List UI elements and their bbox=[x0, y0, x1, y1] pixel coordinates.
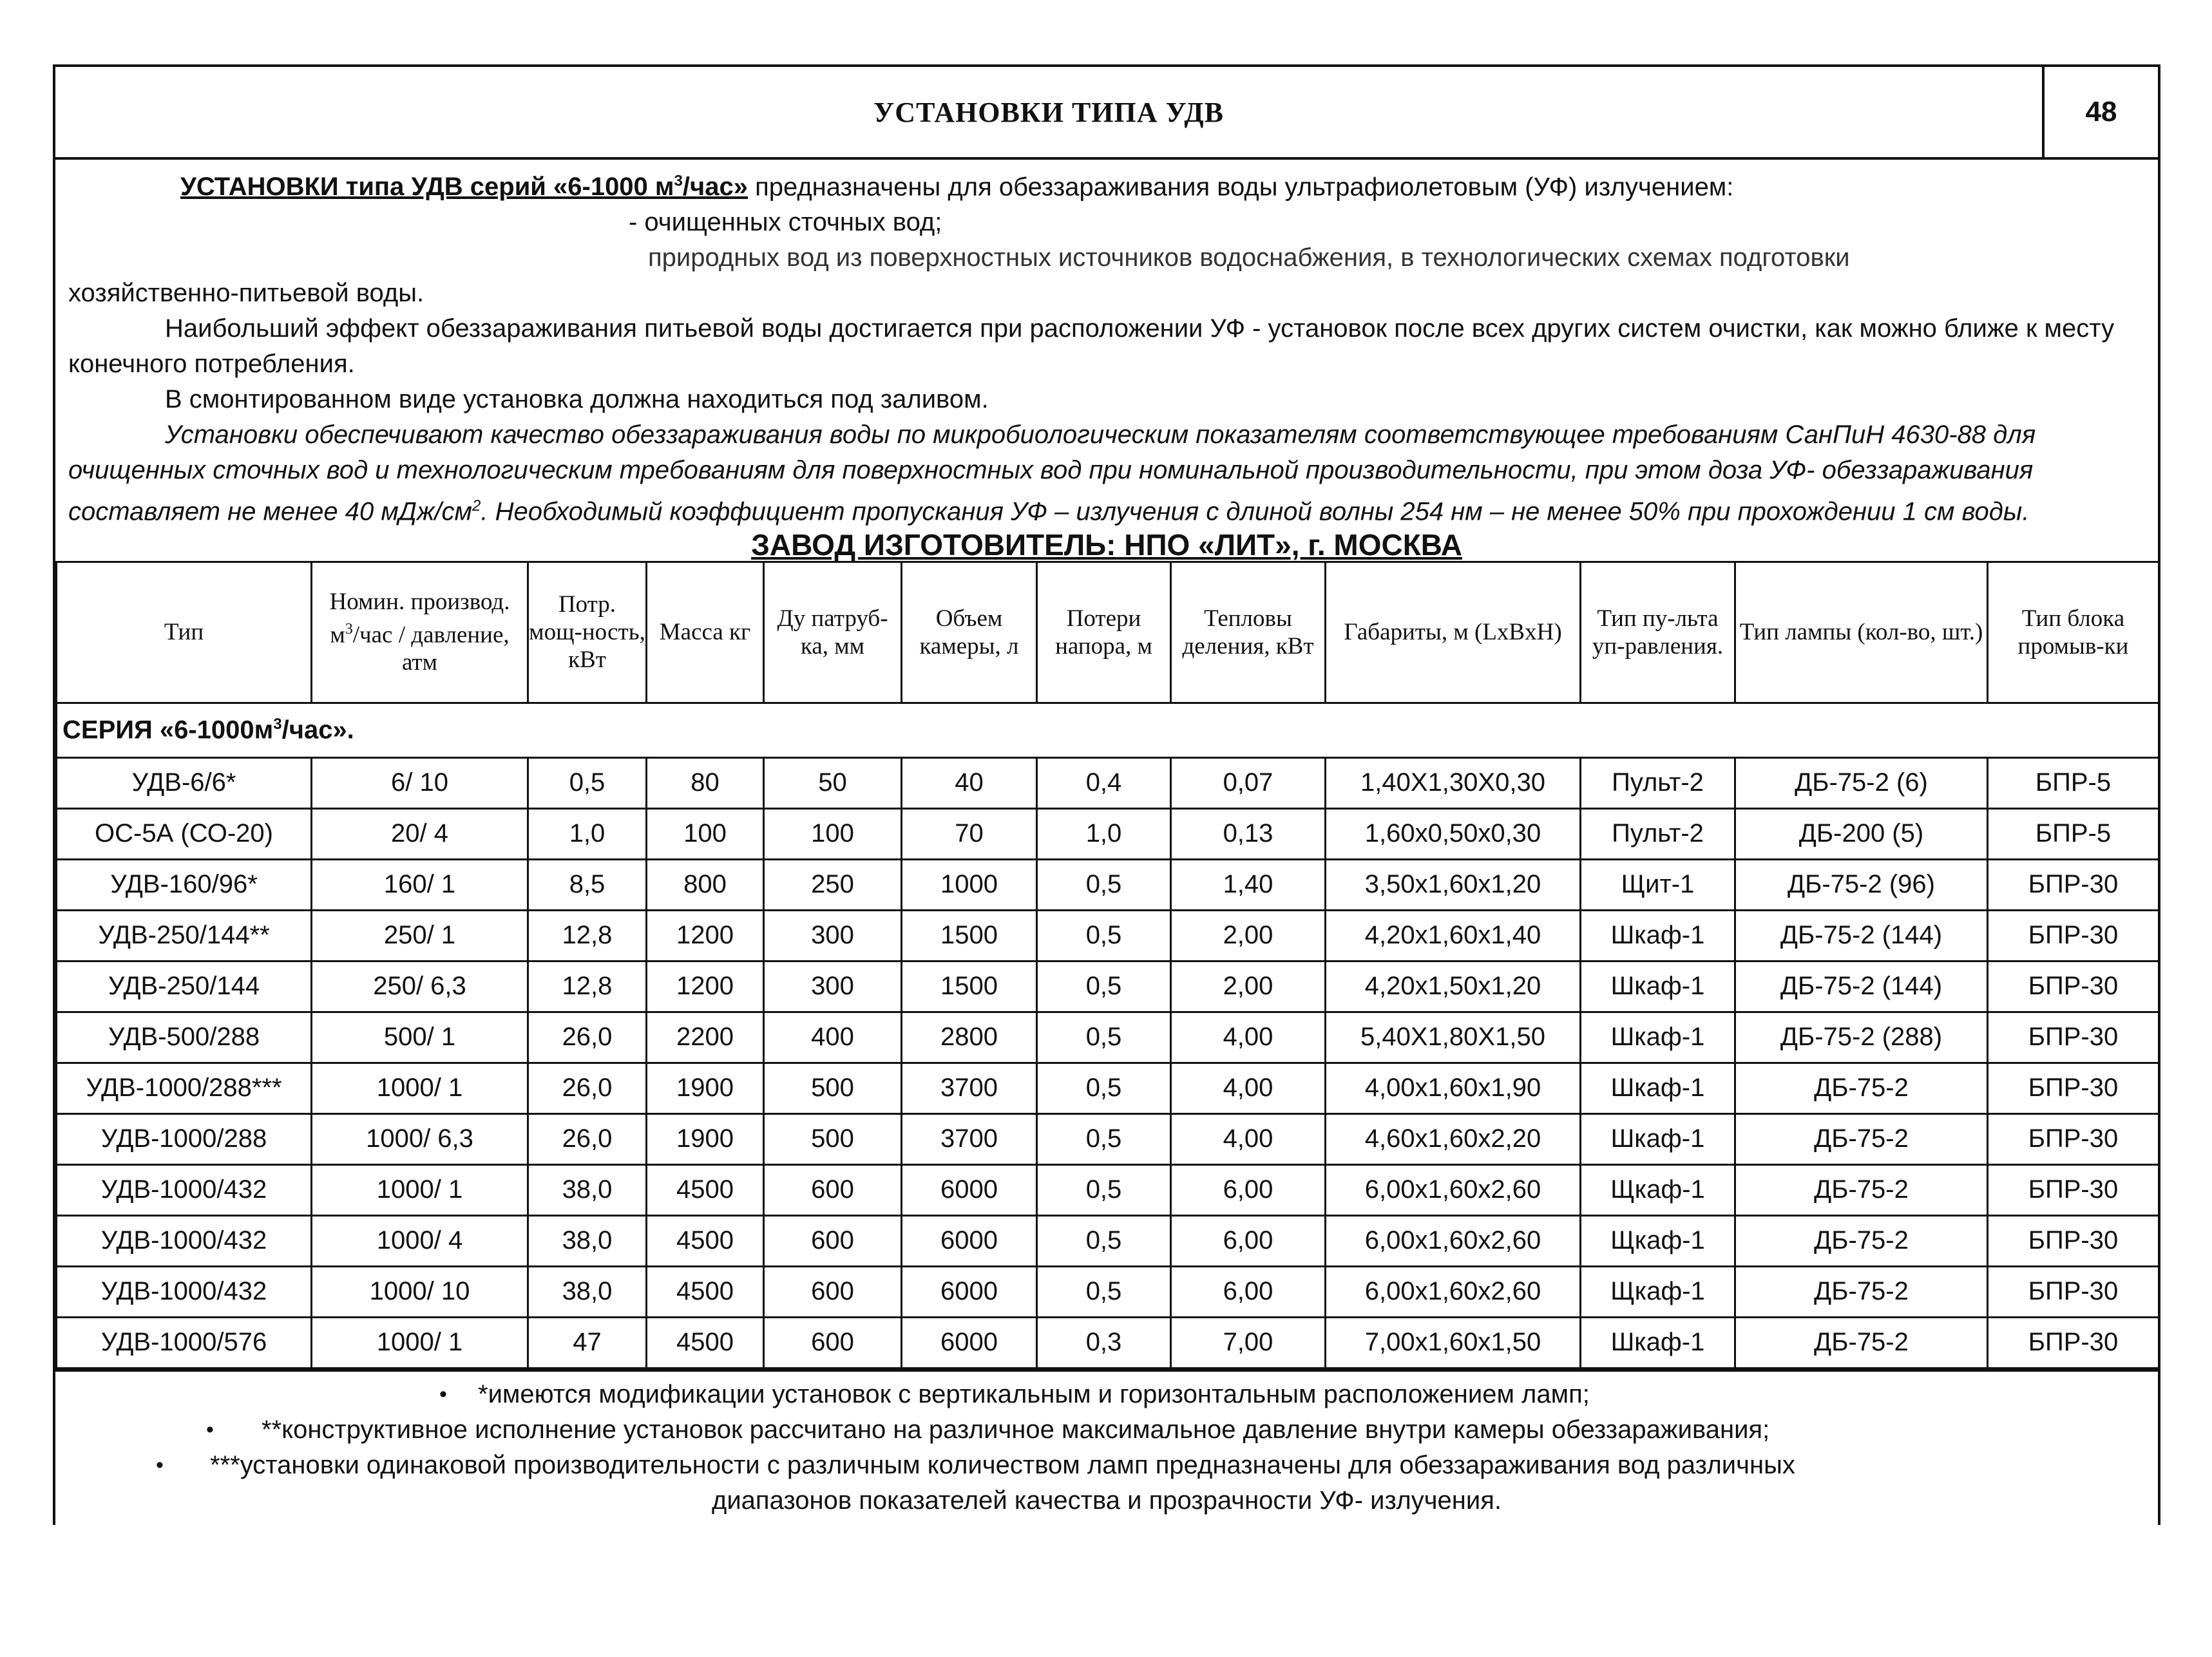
series-row bbox=[57, 703, 2159, 757]
cell-heat: 6,00 bbox=[1171, 1266, 1326, 1317]
cell-power: 26,0 bbox=[528, 1063, 647, 1113]
document-page bbox=[53, 64, 2160, 1525]
table-row bbox=[57, 757, 2159, 808]
cell-control: Шкаф-1 bbox=[1581, 910, 1735, 961]
cell-control: Пульт-2 bbox=[1581, 757, 1735, 808]
cell-heat: 4,00 bbox=[1171, 1063, 1326, 1113]
intro-para-3 bbox=[68, 417, 2142, 529]
cell-capacity: 1000/ 1 bbox=[312, 1317, 528, 1368]
cell-capacity: 1000/ 4 bbox=[312, 1215, 528, 1266]
cell-mass: 4500 bbox=[647, 1164, 764, 1215]
cell-nozzle: 600 bbox=[764, 1266, 902, 1317]
header-heat: Тепловы деления, кВт bbox=[1171, 562, 1326, 703]
cell-head-loss: 0,4 bbox=[1037, 757, 1171, 808]
header-volume: Объем камеры, л bbox=[902, 562, 1037, 703]
intro-item-2: природных вод из поверхностных источников водоснабжения, в технологических схемах подготовки bbox=[648, 243, 1850, 272]
header-power: Потр. мощ-ность, кВт bbox=[528, 562, 647, 703]
cell-flush: БПР-30 bbox=[1988, 1317, 2159, 1368]
footnote-1-text: *имеются модификации установок с вертикальным и горизонтальным расположением ламп; bbox=[478, 1379, 1590, 1408]
cell-head-loss: 0,5 bbox=[1037, 961, 1171, 1012]
cell-flush: БПР-30 bbox=[1988, 961, 2159, 1012]
cell-head-loss: 0,5 bbox=[1037, 1266, 1171, 1317]
cell-head-loss: 0,5 bbox=[1037, 1215, 1171, 1266]
header-dimensions: Габариты, м (LxBxH) bbox=[1326, 562, 1581, 703]
cell-dimensions: 6,00x1,60x2,60 bbox=[1326, 1164, 1581, 1215]
footnote-1 bbox=[68, 1377, 2145, 1412]
header-head-loss: Потери напора, м bbox=[1037, 562, 1171, 703]
table-row bbox=[57, 859, 2159, 910]
cell-lamp: ДБ-75-2 bbox=[1735, 1164, 1988, 1215]
cell-head-loss: 0,5 bbox=[1037, 859, 1171, 910]
cell-nozzle: 600 bbox=[764, 1164, 902, 1215]
cell-dimensions: 6,00x1,60x2,60 bbox=[1326, 1266, 1581, 1317]
cell-capacity: 500/ 1 bbox=[312, 1012, 528, 1063]
cell-volume: 1500 bbox=[902, 910, 1037, 961]
footnote-2-text: **конструктивное исполнение установок рассчитано на различное максимальное давление внутри камеры обеззараживания; bbox=[262, 1415, 1770, 1444]
cell-type: УДВ-6/6* bbox=[57, 757, 312, 808]
cell-lamp: ДБ-75-2 (144) bbox=[1735, 910, 1988, 961]
cell-head-loss: 0,3 bbox=[1037, 1317, 1171, 1368]
cell-control: Шкаф-1 bbox=[1581, 1113, 1735, 1164]
table-row bbox=[57, 910, 2159, 961]
cell-dimensions: 6,00x1,60x2,60 bbox=[1326, 1215, 1581, 1266]
lead-title-part2: /час» bbox=[682, 173, 748, 202]
cell-type: УДВ-160/96* bbox=[57, 859, 312, 910]
cell-lamp: ДБ-75-2 bbox=[1735, 1063, 1988, 1113]
cell-type: УДВ-1000/432 bbox=[57, 1164, 312, 1215]
cell-head-loss: 1,0 bbox=[1037, 808, 1171, 859]
intro-item-1: - очищенных сточных вод; bbox=[629, 208, 942, 237]
cell-heat: 6,00 bbox=[1171, 1164, 1326, 1215]
cell-lamp: ДБ-75-2 bbox=[1735, 1317, 1988, 1368]
header-flush: Тип блока промыв-ки bbox=[1988, 562, 2159, 703]
cell-flush: БПР-30 bbox=[1988, 1012, 2159, 1063]
bullet-icon: • bbox=[156, 1452, 164, 1477]
cell-type: УДВ-250/144 bbox=[57, 961, 312, 1012]
cell-flush: БПР-30 bbox=[1988, 910, 2159, 961]
cell-flush: БПР-30 bbox=[1988, 1266, 2159, 1317]
cell-capacity: 160/ 1 bbox=[312, 859, 528, 910]
cell-dimensions: 1,60x0,50x0,30 bbox=[1326, 808, 1581, 859]
cell-volume: 6000 bbox=[902, 1266, 1037, 1317]
cell-mass: 800 bbox=[647, 859, 764, 910]
para3-part1: Установки обеспечивают качество обеззараживания воды по микробиологическим показателям соответствующее требованиям СанПиН 4630-88 для очищенных сточных вод и технологическим требованиям для поверхностных вод при номинальной производительности, при этом доза УФ- обеззараживания составляет не менее 40 мДж/см bbox=[68, 421, 2036, 526]
cell-volume: 6000 bbox=[902, 1317, 1037, 1368]
cell-type: УДВ-500/288 bbox=[57, 1012, 312, 1063]
cell-type: УДВ-1000/576 bbox=[57, 1317, 312, 1368]
footnote-2 bbox=[68, 1412, 2145, 1448]
table-row bbox=[57, 1317, 2159, 1368]
cell-lamp: ДБ-200 (5) bbox=[1735, 808, 1988, 859]
cell-type: УДВ-1000/432 bbox=[57, 1215, 312, 1266]
cell-nozzle: 50 bbox=[764, 757, 902, 808]
cell-flush: БПР-5 bbox=[1988, 808, 2159, 859]
intro-lead bbox=[68, 164, 2142, 205]
cell-head-loss: 0,5 bbox=[1037, 1063, 1171, 1113]
cell-control: Шкаф-1 bbox=[1581, 1012, 1735, 1063]
cell-lamp: ДБ-75-2 bbox=[1735, 1113, 1988, 1164]
cell-flush: БПР-5 bbox=[1988, 757, 2159, 808]
cell-type: УДВ-1000/288*** bbox=[57, 1063, 312, 1113]
cell-mass: 4500 bbox=[647, 1317, 764, 1368]
table-row bbox=[57, 808, 2159, 859]
cell-heat: 0,07 bbox=[1171, 757, 1326, 808]
cell-nozzle: 100 bbox=[764, 808, 902, 859]
cell-control: Шкаф-1 bbox=[1581, 1063, 1735, 1113]
cell-heat: 7,00 bbox=[1171, 1317, 1326, 1368]
cell-head-loss: 0,5 bbox=[1037, 1164, 1171, 1215]
cell-control: Шкаф-1 bbox=[1581, 961, 1735, 1012]
cell-power: 26,0 bbox=[528, 1012, 647, 1063]
cell-nozzle: 500 bbox=[764, 1113, 902, 1164]
page-header bbox=[55, 67, 2158, 160]
cell-nozzle: 300 bbox=[764, 910, 902, 961]
cell-control: Шкаф-1 bbox=[1581, 1317, 1735, 1368]
cell-power: 26,0 bbox=[528, 1113, 647, 1164]
intro-item-2-cont: хозяйственно-питьевой воды. bbox=[68, 279, 424, 308]
lead-title-part1: УСТАНОВКИ типа УДВ серий «6-1000 м bbox=[180, 173, 674, 202]
footnote-3 bbox=[68, 1448, 2145, 1483]
lead-rest: предназначены для обеззараживания воды ультрафиолетовым (УФ) излучением: bbox=[747, 173, 1734, 202]
cell-power: 1,0 bbox=[528, 808, 647, 859]
cell-capacity: 6/ 10 bbox=[312, 757, 528, 808]
bullet-icon: • bbox=[439, 1381, 447, 1406]
cell-volume: 3700 bbox=[902, 1063, 1037, 1113]
table-row bbox=[57, 1063, 2159, 1113]
cell-power: 0,5 bbox=[528, 757, 647, 808]
cell-heat: 4,00 bbox=[1171, 1113, 1326, 1164]
footnote-3-text: ***установки одинаковой производительности с различным количеством ламп предназначены для обеззараживания вод различных bbox=[210, 1450, 1795, 1479]
cell-capacity: 1000/ 6,3 bbox=[312, 1113, 528, 1164]
cell-mass: 4500 bbox=[647, 1266, 764, 1317]
header-lamp: Тип лампы (кол-во, шт.) bbox=[1735, 562, 1988, 703]
cell-control: Щкаф-1 bbox=[1581, 1164, 1735, 1215]
cell-volume: 2800 bbox=[902, 1012, 1037, 1063]
cell-lamp: ДБ-75-2 (6) bbox=[1735, 757, 1988, 808]
table-row bbox=[57, 1215, 2159, 1266]
cell-flush: БПР-30 bbox=[1988, 859, 2159, 910]
cell-capacity: 1000/ 1 bbox=[312, 1164, 528, 1215]
cell-power: 38,0 bbox=[528, 1164, 647, 1215]
cell-control: Щит-1 bbox=[1581, 859, 1735, 910]
bullet-icon: • bbox=[206, 1417, 214, 1442]
page-number: 48 bbox=[2042, 67, 2158, 157]
cell-volume: 40 bbox=[902, 757, 1037, 808]
intro-para-1: Наибольший эффект обеззараживания питьевой воды достигается при расположении УФ - установок после всех других систем очистки, как можно ближе к месту конечного потребления. bbox=[68, 314, 2115, 379]
table-row bbox=[57, 961, 2159, 1012]
cell-dimensions: 4,60x1,60x2,20 bbox=[1326, 1113, 1581, 1164]
cell-volume: 3700 bbox=[902, 1113, 1037, 1164]
table-header-row bbox=[57, 562, 2159, 703]
cell-head-loss: 0,5 bbox=[1037, 1012, 1171, 1063]
cell-flush: БПР-30 bbox=[1988, 1063, 2159, 1113]
cell-lamp: ДБ-75-2 bbox=[1735, 1215, 1988, 1266]
cell-control: Пульт-2 bbox=[1581, 808, 1735, 859]
cell-lamp: ДБ-75-2 (144) bbox=[1735, 961, 1988, 1012]
series-label-sup: 3 bbox=[273, 715, 282, 733]
cell-power: 38,0 bbox=[528, 1215, 647, 1266]
cell-nozzle: 400 bbox=[764, 1012, 902, 1063]
footnotes bbox=[53, 1372, 2160, 1525]
cell-dimensions: 4,20x1,60x1,40 bbox=[1326, 910, 1581, 961]
cell-capacity: 20/ 4 bbox=[312, 808, 528, 859]
cell-power: 8,5 bbox=[528, 859, 647, 910]
lead-title bbox=[180, 173, 748, 201]
cell-power: 38,0 bbox=[528, 1266, 647, 1317]
document-frame bbox=[53, 64, 2160, 1372]
page-title: УСТАНОВКИ ТИПА УДВ bbox=[873, 96, 1224, 128]
header-capacity-part2: /час / давление, атм bbox=[352, 621, 510, 676]
cell-power: 12,8 bbox=[528, 910, 647, 961]
cell-mass: 1200 bbox=[647, 961, 764, 1012]
cell-nozzle: 600 bbox=[764, 1317, 902, 1368]
footnote-3-cont: диапазонов показателей качества и прозрачности УФ- излучения. bbox=[711, 1486, 1502, 1515]
table-row bbox=[57, 1012, 2159, 1063]
cell-mass: 1200 bbox=[647, 910, 764, 961]
cell-volume: 6000 bbox=[902, 1164, 1037, 1215]
cell-dimensions: 3,50x1,60x1,20 bbox=[1326, 859, 1581, 910]
cell-heat: 6,00 bbox=[1171, 1215, 1326, 1266]
header-nozzle: Ду патруб-ка, мм bbox=[764, 562, 902, 703]
cell-lamp: ДБ-75-2 bbox=[1735, 1266, 1988, 1317]
cell-lamp: ДБ-75-2 (288) bbox=[1735, 1012, 1988, 1063]
cell-heat: 2,00 bbox=[1171, 910, 1326, 961]
cell-mass: 1900 bbox=[647, 1063, 764, 1113]
cell-flush: БПР-30 bbox=[1988, 1113, 2159, 1164]
manufacturer-heading: ЗАВОД ИЗГОТОВИТЕЛЬ: НПО «ЛИТ», г. МОСКВА bbox=[751, 527, 1462, 562]
intro-para-2: В смонтированном виде установка должна находиться под заливом. bbox=[165, 385, 989, 414]
cell-dimensions: 4,00x1,60x1,90 bbox=[1326, 1063, 1581, 1113]
cell-capacity: 1000/ 1 bbox=[312, 1063, 528, 1113]
para3-part2: . Необходимый коэффициент пропускания УФ – излучения с длиной волны 254 нм – не менее 50% при прохождении 1 см воды. bbox=[481, 497, 2030, 526]
series-label-part2: /час». bbox=[281, 715, 354, 744]
cell-lamp: ДБ-75-2 (96) bbox=[1735, 859, 1988, 910]
cell-control: Щкаф-1 bbox=[1581, 1266, 1735, 1317]
cell-mass: 80 bbox=[647, 757, 764, 808]
cell-head-loss: 0,5 bbox=[1037, 910, 1171, 961]
header-mass: Масса кг bbox=[647, 562, 764, 703]
series-label bbox=[57, 703, 2159, 757]
cell-dimensions: 4,20x1,50x1,20 bbox=[1326, 961, 1581, 1012]
cell-heat: 1,40 bbox=[1171, 859, 1326, 910]
para3-sup: 2 bbox=[472, 497, 481, 515]
cell-heat: 2,00 bbox=[1171, 961, 1326, 1012]
specs-table bbox=[55, 561, 2160, 1369]
cell-flush: БПР-30 bbox=[1988, 1164, 2159, 1215]
cell-mass: 2200 bbox=[647, 1012, 764, 1063]
header-capacity bbox=[312, 562, 528, 703]
cell-nozzle: 600 bbox=[764, 1215, 902, 1266]
cell-mass: 100 bbox=[647, 808, 764, 859]
cell-capacity: 250/ 1 bbox=[312, 910, 528, 961]
cell-nozzle: 500 bbox=[764, 1063, 902, 1113]
cell-type: УДВ-1000/288 bbox=[57, 1113, 312, 1164]
header-capacity-part1: Номин. производ. м bbox=[329, 588, 510, 649]
cell-head-loss: 0,5 bbox=[1037, 1113, 1171, 1164]
header-capacity-sup: 3 bbox=[345, 620, 353, 638]
cell-dimensions: 7,00x1,60x1,50 bbox=[1326, 1317, 1581, 1368]
cell-capacity: 1000/ 10 bbox=[312, 1266, 528, 1317]
cell-type: УДВ-1000/432 bbox=[57, 1266, 312, 1317]
cell-type: УДВ-250/144** bbox=[57, 910, 312, 961]
cell-control: Щкаф-1 bbox=[1581, 1215, 1735, 1266]
cell-flush: БПР-30 bbox=[1988, 1215, 2159, 1266]
table-row bbox=[57, 1164, 2159, 1215]
cell-volume: 70 bbox=[902, 808, 1037, 859]
cell-volume: 1500 bbox=[902, 961, 1037, 1012]
cell-nozzle: 250 bbox=[764, 859, 902, 910]
intro-text bbox=[55, 160, 2158, 530]
header-type: Тип bbox=[57, 562, 312, 703]
series-label-part1: СЕРИЯ «6-1000м bbox=[62, 715, 274, 744]
cell-dimensions: 1,40X1,30X0,30 bbox=[1326, 757, 1581, 808]
table-row bbox=[57, 1266, 2159, 1317]
cell-nozzle: 300 bbox=[764, 961, 902, 1012]
cell-capacity: 250/ 6,3 bbox=[312, 961, 528, 1012]
cell-power: 12,8 bbox=[528, 961, 647, 1012]
cell-mass: 1900 bbox=[647, 1113, 764, 1164]
table-row bbox=[57, 1113, 2159, 1164]
cell-volume: 1000 bbox=[902, 859, 1037, 910]
cell-power: 47 bbox=[528, 1317, 647, 1368]
cell-heat: 0,13 bbox=[1171, 808, 1326, 859]
header-control: Тип пу-льта уп-равления. bbox=[1581, 562, 1735, 703]
lead-title-sup: 3 bbox=[674, 173, 683, 190]
cell-volume: 6000 bbox=[902, 1215, 1037, 1266]
cell-dimensions: 5,40X1,80X1,50 bbox=[1326, 1012, 1581, 1063]
cell-type: ОС-5А (СО-20) bbox=[57, 808, 312, 859]
cell-mass: 4500 bbox=[647, 1215, 764, 1266]
cell-heat: 4,00 bbox=[1171, 1012, 1326, 1063]
